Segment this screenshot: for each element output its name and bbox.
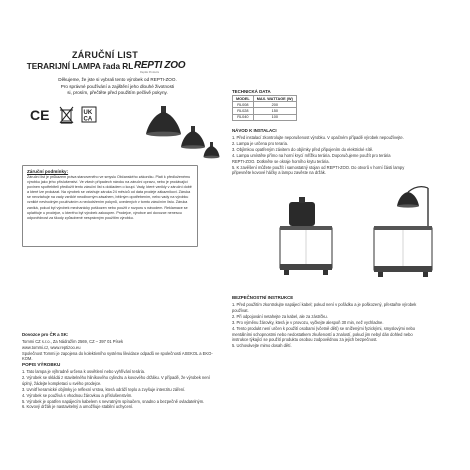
safety-title: BEZPEČNOSTNÍ INSTRUKCE: [232, 295, 294, 300]
brand-tagline: Reptile Products: [140, 71, 160, 74]
terrarium-with-stand-icon: [374, 187, 432, 277]
list-item: REPTI-ZOO. Dotkněte se okraje horního krytu terária.: [232, 158, 330, 164]
svg-text:CA: CA: [83, 116, 93, 123]
list-item: 5. Výrobek je opatřen napájecím kabelem s nevratným spínačem, snadno a bezpečně ovladatelným.: [22, 398, 205, 404]
list-item: 1. Před použitím zkontrolujte napájecí kabel; pokud není v pořádku a je poškozený, přestaňte výrobek: [232, 302, 417, 307]
thanks-text: [25, 77, 210, 97]
list-item: 1. Tato lampa je výhradně určena k osvětlení nebo vyhřívání terária.: [22, 369, 146, 374]
list-item: 1. Před instalací zkontrolujte neporušenost výrobku. V opačném případě výrobek nepoužívejte.: [232, 135, 404, 140]
importer-recycling-note: Společnost Tommi je zapojena do kolektivního systému likvidace odpadů ve společnosti ASEKOL a EKO-KOM.: [22, 351, 213, 361]
importer-web: www.tommi.cz, www.reptizoo.eu: [22, 345, 81, 350]
column-header: MAX. WATTAGE (W): [253, 96, 296, 102]
svg-text:CE: CE: [30, 107, 50, 123]
document-title: ZÁRUČNÍ LIST: [71, 50, 139, 60]
model-cell: RL028: [233, 108, 254, 114]
brand-name: REPTI ZOO: [134, 60, 186, 71]
lamp-small-icon: [204, 142, 220, 158]
certification-marks: [30, 106, 105, 124]
ce-mark-icon: [30, 107, 49, 123]
list-item: 4. Výrobek se používá s vhodnou žárovkou a příslušenstvím.: [22, 392, 133, 398]
column-header: MODEL: [233, 96, 254, 102]
terrarium-illustrations: [262, 182, 452, 282]
thanks-line: si, prosím, přečtěte před použitím pečlivě pokyny.: [67, 90, 168, 96]
list-item: 2. Výrobek se skládá z stavitelného hliníkového cylindru a kovového držáku. V případě, že výrobek není: [22, 374, 210, 380]
model-cell: RL040: [233, 114, 254, 120]
list-item: úplný, žádejte kompletaci u svého prodejce.: [22, 380, 102, 386]
ukca-mark-icon: [82, 107, 96, 123]
svg-text:UK: UK: [83, 110, 93, 116]
thanks-line: Pro správné používání a zajištění jeho dlouhé životnosti: [60, 83, 175, 89]
tech-data-table: [232, 95, 297, 121]
list-item: 3. Uvnitř keramické objímky je reflexní vrstva, která odráží teplo a zvyšuje intenzitu záření.: [22, 386, 186, 392]
repti-zoo-logo: [134, 60, 185, 71]
wattage-cell: 150: [253, 108, 296, 114]
list-item: 4. Tento produkt není určen k použití osobami (včetně dětí) se sníženými fyzickými, smyslovými nebo: [232, 325, 416, 331]
description-title: POPIS VÝROBKU: [22, 362, 61, 367]
list-item: připevněte kovové háčky a lampu zavěste na držák.: [232, 170, 326, 176]
list-item: 6. Kovový držák je nastavitelný a umožňuje stabilní uchycení.: [22, 404, 134, 410]
model-cell: RL008: [233, 102, 254, 108]
importer-title: Dovozce pro ČR a SK:: [22, 332, 69, 337]
list-item: 2. Lampa je určena pro teraria.: [232, 140, 288, 146]
list-item: 3. Pro výměnu žárovky, která je v provozu, vyčkejte alespoň 30 min, než vychladne.: [232, 319, 384, 325]
table-row: [233, 114, 297, 120]
wattage-cell: 100: [253, 114, 296, 120]
list-item: 5. K zavěšení můžete použít i samostatný stojan od REPTI-ZOO. Do otvorů v horní části lampy: [232, 164, 405, 170]
product-subtitle: TERARIJNÍ LAMPA řada RL: [26, 62, 134, 71]
lamp-illustrations: [138, 104, 222, 164]
warranty-title: Záruční podmínky:: [27, 169, 69, 174]
safety-list: [232, 302, 447, 349]
thanks-line: Děkujeme, že jste si vybrali tento výrobek od REPTI-ZOO.: [58, 77, 177, 82]
list-item: používat.: [232, 307, 249, 313]
wattage-cell: 200: [253, 102, 296, 108]
tech-data-title: TECHNICKÁ DATA: [232, 89, 271, 94]
list-item: 5. Uchovávejte mimo dosah dětí.: [232, 343, 292, 349]
list-item: instrukce týkající se použití produktu osobou zodpovědnou za jejich bezpečnost.: [232, 337, 378, 343]
install-title: NÁVOD K INSTALACI: [232, 128, 277, 133]
lamp-large-icon: [146, 106, 181, 136]
recycle-bin-icon: [60, 107, 73, 124]
list-item: 3. Objímkou opatřeným závitem do objímky před připojením do elektrické sítě.: [232, 146, 374, 152]
list-item: 4. Lampa umístěte přímo na horní krycí mřížku terária. Doporučujeme použít pro terária: [232, 152, 391, 158]
lamp-medium-icon: [181, 126, 205, 149]
terrarium-with-lamp-icon: [280, 197, 332, 275]
list-item: mentálními schopnostmi nebo nedostatkem zkušeností a znalostí, pokud jim nebyl dán dohled nebo: [232, 331, 413, 337]
install-list: [232, 135, 452, 176]
description-list: [22, 369, 232, 410]
warranty-conditions-box: [22, 165, 198, 247]
list-item: 2. Při odpojování netahejte za kabel, ale za zástrčku.: [232, 313, 328, 319]
importer-address: Tommi CZ s.r.o., Za Nádražím 2569, CZ – 397 01 Písek: [22, 339, 124, 344]
warranty-body: Záruční list je průkazem práva stanoveného ve smyslu Občanského zákoníku. Platí k předloženému výrobku jako jeho příslušenství. Ve všech případech nároku na záruční opravu, nebo je prodávající povinen spotřebiteli předložit tento záruční list s dokladem o koupi. Vady, které vznikly v záruční době a které lze prokázat. Na výrobek se vztahuje záruka 24 měsíců od data prodeje zákazníkovi. Záruka se nevztahuje na vady vzniklé neodborným zásahem, běžným opotřebením, nebo vady na výrobku vzniklé nevhodným používáním a nedodržením pokynů, uvedených v tomto záručním listu. Záruka zaniká, pokud byl výrobek mechanicky poškozen nebo použit v rozporu s návodem. Reklamace se uplatňuje u prodejce, u kterého byl výrobek zakoupen. Prodejce, výrobce ani dovozce nenesou odpovědnost za škody způsobené nesprávným použitím výrobku.: [27, 175, 192, 220]
